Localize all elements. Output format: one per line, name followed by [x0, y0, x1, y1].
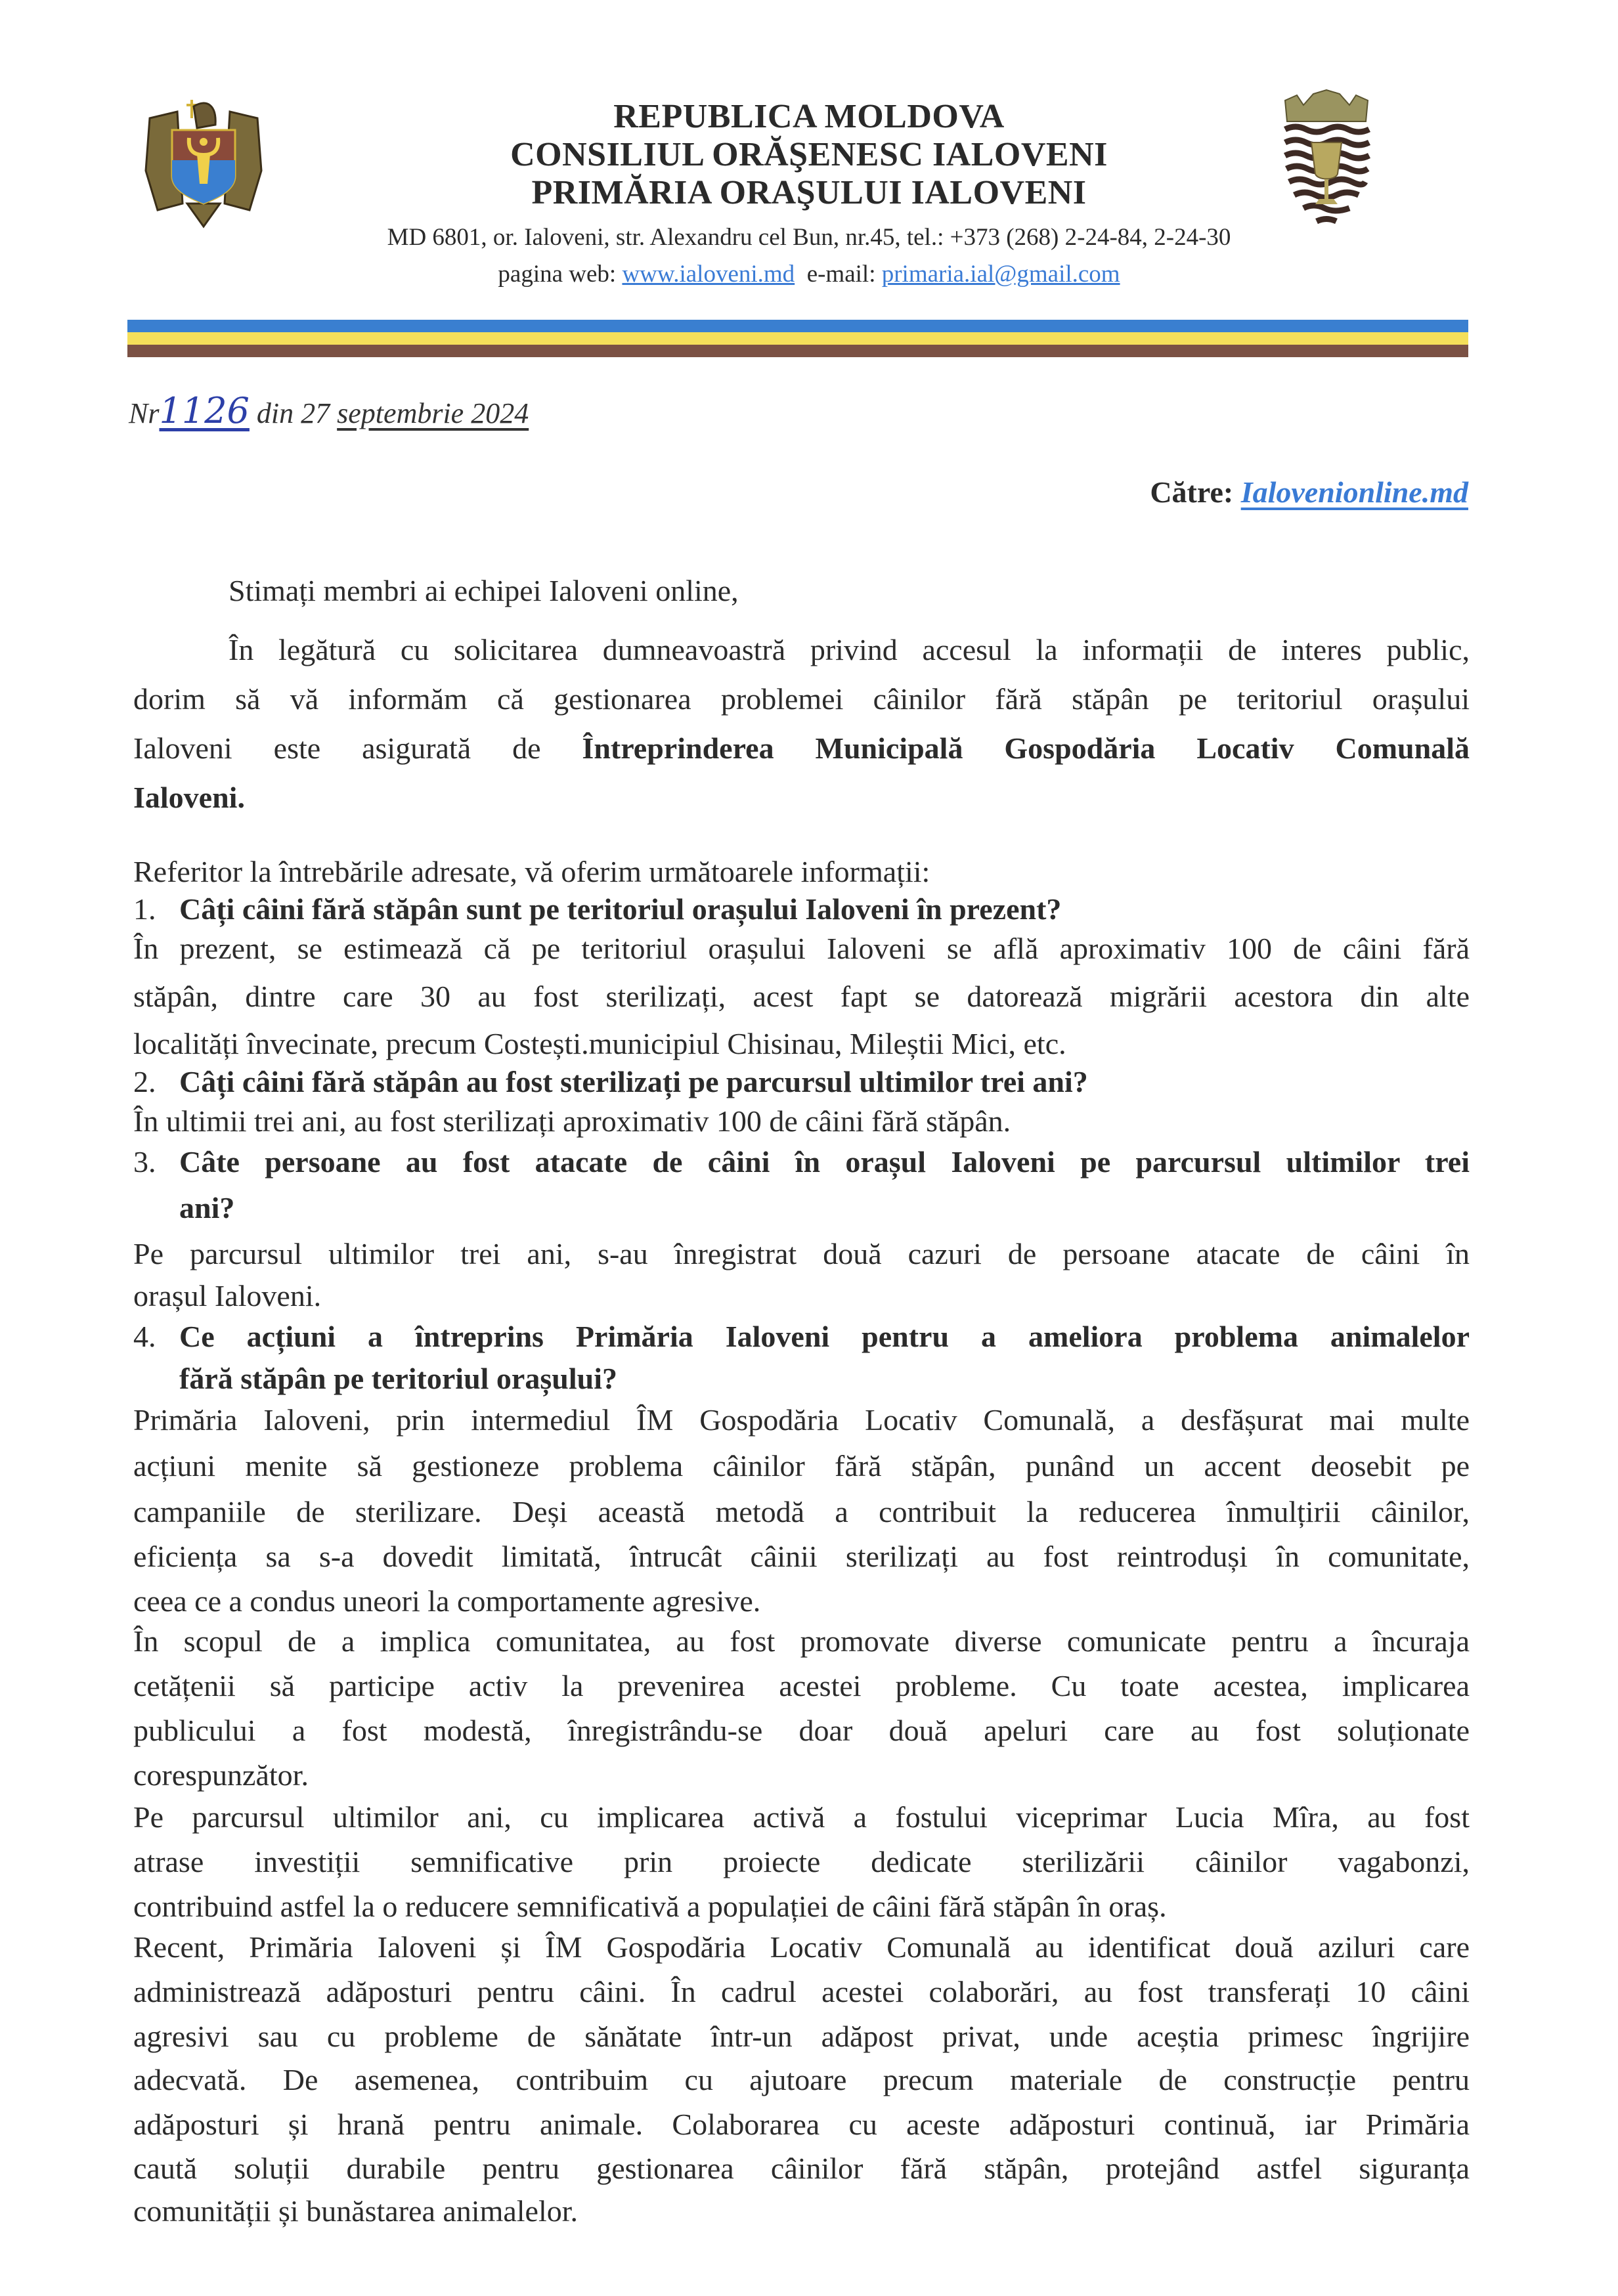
band-blue — [127, 320, 1468, 332]
question-text: Ce acțiuni a întreprins Primăria Ialoveni pentru a ameliora problema animalelor — [179, 1320, 1470, 1353]
answer-4-line-2: acțiuni menite să gestioneze problema câinilor fără stăpân, punând un accent deosebit pe — [133, 1449, 1470, 1483]
recipient-label: Către: — [1150, 475, 1234, 509]
tricolor-divider — [127, 320, 1468, 357]
answer-4-line-4: eficiența sa s-a dovedit limitată, întrucât câinii sterilizați au fost reintroduși în comunitate, — [133, 1540, 1470, 1573]
answer-4-line-16: adecvată. De asemenea, contribuim cu ajutoare precum materiale de construcție pentru — [133, 2063, 1470, 2096]
header-mayoralty: PRIMĂRIA ORAŞULUI IALOVENI — [531, 174, 1087, 211]
answer-4-line-12: contribuind astfel la o reducere semnificativă a populației de câini fără stăpân în oraș. — [133, 1890, 1167, 1923]
answer-1-line-3: localități învecinate, precum Costești.municipiul Chisinau, Mileștii Mici, etc. — [133, 1027, 1066, 1060]
answer-4-line-15: agresivi sau cu probleme de sănătate într-un adăpost privat, unde aceștia primesc îngrijire — [133, 2020, 1470, 2053]
email-link[interactable]: primaria.ial@gmail.com — [881, 261, 1120, 288]
answer-4-line-8: publicului a fost modestă, înregistrându-se doar două apeluri care au fost soluționate — [133, 1714, 1470, 1747]
header-contacts — [0, 260, 1618, 289]
answer-4-line-7: cetățenii să participe activ la prevenirea acestei probleme. Cu toate acestea, implicarea — [133, 1669, 1470, 1702]
question-number: 2. — [133, 1065, 156, 1098]
date-prefix: din 27 — [256, 397, 330, 429]
answer-3-line-2: orașul Ialoveni. — [133, 1279, 322, 1312]
website-link[interactable]: www.ialoveni.md — [622, 261, 795, 288]
question-4-cont: fără stăpân pe teritoriul orașului? — [179, 1362, 617, 1395]
nr-label: Nr — [129, 397, 160, 429]
recipient-line — [1150, 474, 1468, 511]
referitor-line: Referitor la întrebările adresate, vă oferim următoarele informații: — [133, 855, 930, 888]
band-brown — [127, 345, 1468, 357]
question-text: Câți câini fără stăpân au fost sterilizați pe parcursul ultimilor trei ani? — [179, 1065, 1088, 1098]
question-number: 4. — [133, 1320, 156, 1353]
answer-4-line-11: atrase investiții semnificative prin proiecte dedicate sterilizării câinilor vagabonzi, — [133, 1845, 1470, 1878]
answer-1-line-1: În prezent, se estimează că pe teritoriul orașului Ialoveni se află aproximativ 100 de câini fără — [133, 932, 1470, 965]
email-label: e-mail: — [806, 261, 876, 288]
answer-4-line-5: ceea ce a condus uneori la comportamente agresive. — [133, 1584, 761, 1618]
answer-2-line-1: În ultimii trei ani, au fost sterilizați aproximativ 100 de câini fără stăpân. — [133, 1104, 1011, 1138]
intro-line-1: În legătură cu solicitarea dumneavoastră privind accesul la informații de interes public, — [229, 633, 1470, 666]
question-3-cont: ani? — [179, 1191, 235, 1224]
question-number: 3. — [133, 1145, 156, 1179]
intro-line-2: dorim să vă informăm că gestionarea problemei câinilor fără stăpân pe teritoriul orașului — [133, 682, 1470, 716]
intro-entity-name: Întreprinderea Municipală Gospodăria Locativ Comunală — [582, 731, 1470, 765]
answer-4-line-1: Primăria Ialoveni, prin intermediul ÎM Gospodăria Locativ Comunală, a desfășurat mai multe — [133, 1403, 1470, 1437]
question-text: Câți câini fără stăpân sunt pe teritoriul orașului Ialoveni în prezent? — [179, 892, 1062, 926]
answer-4-line-14: administrează adăposturi pentru câini. În cadrul acestei colaborări, au fost transferați 10 câini — [133, 1975, 1470, 2008]
date-value: septembrie 2024 — [337, 397, 529, 429]
header-council: CONSILIUL ORĂŞENESC IALOVENI — [510, 136, 1108, 173]
question-3 — [133, 1144, 1470, 1180]
answer-4-line-3: campaniile de sterilizare. Deși această metodă a contribuit la reducerea înmulțirii câinilor, — [133, 1495, 1470, 1528]
web-label: pagina web: — [498, 261, 617, 288]
nr-handwritten: 1126 — [159, 390, 250, 431]
answer-4-line-9: corespunzător. — [133, 1758, 309, 1792]
greeting: Stimați membri ai echipei Ialoveni online, — [229, 574, 739, 607]
recipient-name[interactable]: Ialovenionline.md — [1240, 475, 1468, 509]
question-4 — [133, 1318, 1470, 1355]
intro-line-4: Ialoveni. — [133, 781, 245, 814]
answer-4-line-13: Recent, Primăria Ialoveni și ÎM Gospodăria Locativ Comunală au identificat două aziluri care — [133, 1930, 1470, 1964]
band-yellow — [127, 332, 1468, 345]
answer-4-line-17: adăposturi și hrană pentru animale. Colaborarea cu aceste adăposturi continuă, iar Primăria — [133, 2108, 1470, 2141]
intro-line-3-text: Ialoveni este asigurată de — [133, 731, 541, 765]
reference-line — [129, 390, 529, 432]
answer-1-line-2: stăpân, dintre care 30 au fost sterilizați, acest fapt se datorează migrării acestora din alte — [133, 980, 1470, 1013]
answer-4-line-18: caută soluții durabile pentru gestionarea câinilor fără stăpân, protejând astfel siguranța — [133, 2152, 1470, 2185]
header-address: MD 6801, or. Ialoveni, str. Alexandru cel Bun, nr.45, tel.: +373 (268) 2-24-84, 2-24-30 — [387, 224, 1231, 251]
answer-4-line-19: comunității și bunăstarea animalelor. — [133, 2194, 579, 2228]
answer-4-line-10: Pe parcursul ultimilor ani, cu implicarea activă a fostului viceprimar Lucia Mîra, au fost — [133, 1800, 1470, 1834]
answer-3-line-1: Pe parcursul ultimilor trei ani, s-au înregistrat două cazuri de persoane atacate de câini în — [133, 1237, 1470, 1270]
intro-line-3 — [133, 730, 1470, 767]
answer-4-line-6: În scopul de a implica comunitatea, au fost promovate diverse comunicate pentru a încuraja — [133, 1624, 1470, 1658]
question-number: 1. — [133, 892, 156, 926]
question-text: Câte persoane au fost atacate de câini în orașul Ialoveni pe parcursul ultimilor trei — [179, 1145, 1470, 1179]
question-2 — [133, 1064, 1470, 1100]
question-1 — [133, 891, 1470, 928]
header-country: REPUBLICA MOLDOVA — [613, 98, 1005, 135]
